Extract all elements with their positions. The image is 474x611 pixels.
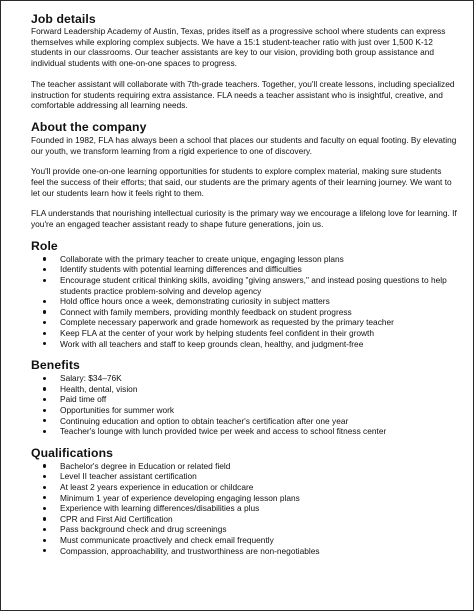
job-details-paragraph-1: Forward Leadership Academy of Austin, Texas, prides itself as a progressive school where students can express themselves while exploring complex subjects. We have a 15:1 student-teacher ratio with just over 1,500 K-12 students in our classrooms. Our teacher assistants are key to our vision, providing both group assistance and individual students with one-on-one spaces to progress. [31,26,446,69]
list-item: Paid time off [31,394,457,405]
bullet-icon [43,332,46,335]
bullet-icon [43,268,46,271]
qualifications-section [31,446,457,556]
bullet-icon [43,528,46,531]
about-paragraph-1: Founded in 1982, FLA has always been a school that places our students and faculty on equal footing. By elevating our youth, we transform learning from a rigid experience to one of discovery. [31,134,457,156]
about-paragraph-2: You'll provide one-on-one learning opportunities for students to explore complex material, making sure students feel the success of their efforts; that said, our students are the primary agents of their learning journey. We want to let our students learn how it feels right to them. [31,166,452,198]
bullet-icon [43,475,46,478]
bullet-icon [43,486,46,489]
bullet-icon [43,387,46,390]
list-item: Must communicate proactively and check email frequently [31,535,457,546]
list-item: Compassion, approachability, and trustworthiness are non-negotiables [31,546,457,557]
bullet-icon [43,464,46,467]
bullet-icon [43,257,46,260]
role-section [31,239,457,349]
list-item: Complete necessary paperwork and grade homework as requested by the primary teacher [31,317,457,328]
list-item: CPR and First Aid Certification [31,514,457,525]
job-details-heading: Job details [31,12,96,26]
list-item: Identify students with potential learning differences and difficulties [31,264,457,275]
bullet-icon [43,549,46,552]
bullet-icon [43,539,46,542]
list-item: Opportunities for summer work [31,405,457,416]
list-item: Level II teacher assistant certification [31,471,457,482]
benefits-section [31,358,457,437]
qualifications-heading: Qualifications [31,445,113,460]
bullet-icon [43,517,46,520]
benefits-list [31,373,457,437]
list-item: Continuing education and option to obtain teacher's certification after one year [31,416,457,427]
list-item: Collaborate with the primary teacher to create unique, engaging lesson plans [31,254,457,265]
bullet-icon [43,310,46,313]
role-heading: Role [31,238,58,253]
bullet-icon [43,321,46,324]
bullet-icon [43,300,46,303]
list-item: Salary: $34–76K [31,373,457,384]
about-section [31,120,457,230]
job-details-section [31,12,457,111]
bullet-icon [43,507,46,510]
bullet-icon [43,342,46,345]
about-paragraph-3: FLA understands that nourishing intellectual curiosity is the primary way we encourage a lifelong love for learning. If you're an engaged teacher assistant ready to shape future generations, join us. [31,208,457,230]
list-item: Encourage student critical thinking skills, avoiding "giving answers," and instead posing questions to help students practice problem-solving and develop agency [31,275,457,296]
bullet-icon [43,377,46,380]
bullet-icon [43,409,46,412]
qualifications-list [31,461,457,556]
list-item: Keep FLA at the center of your work by helping students feel confident in their growth [31,328,457,339]
job-details-paragraph-2: The teacher assistant will collaborate with 7th-grade teachers. Together, you'll create lessons, including specialized instruction for students requiring extra assistance. FLA needs a teacher assistant who is insightful, creative, and comfortable addressing all learning needs. [31,78,455,111]
benefits-heading: Benefits [31,358,80,373]
list-item: Work with all teachers and staff to keep grounds clean, healthy, and judgment-free [31,339,457,350]
list-item: Health, dental, vision [31,384,457,395]
list-item: At least 2 years experience in education or childcare [31,482,457,493]
bullet-icon [43,496,46,499]
bullet-icon [43,398,46,401]
list-item: Minimum 1 year of experience developing engaging lesson plans [31,493,457,504]
list-item: Teacher's lounge with lunch provided twice per week and access to school fitness center [31,426,457,437]
bullet-icon [43,419,46,422]
list-item: Bachelor's degree in Education or related field [31,461,457,472]
bullet-icon [43,430,46,433]
bullet-icon [43,279,46,282]
list-item: Experience with learning differences/disabilities a plus [31,503,457,514]
list-item: Pass background check and drug screenings [31,524,457,535]
list-item: Hold office hours once a week, demonstrating curiosity in subject matters [31,296,457,307]
list-item: Connect with family members, providing monthly feedback on student progress [31,307,457,318]
about-heading: About the company [31,119,147,134]
role-list [31,254,457,349]
